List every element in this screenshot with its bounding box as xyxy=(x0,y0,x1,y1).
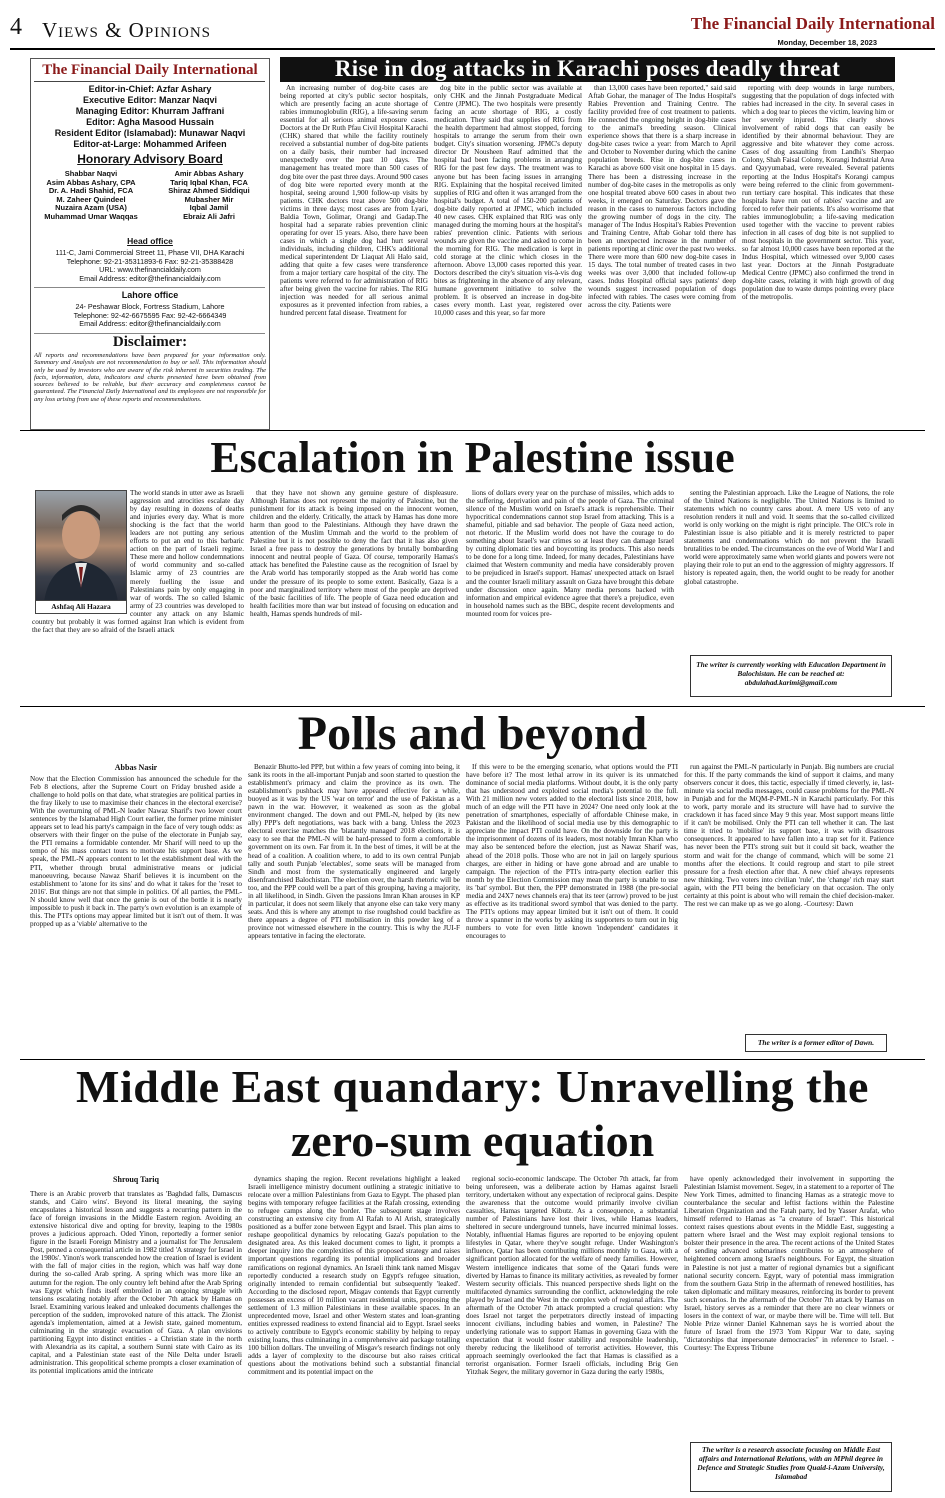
article4-note: The writer is a research associate focusing on Middle East affairs and International Relations, with an MPhil degree in Defence and Strategic Studies from Quaid-i-Azam University, Islamabad xyxy=(697,1445,885,1481)
article3-column xyxy=(248,763,460,1057)
masthead-staff xyxy=(30,84,270,150)
disclaimer-text: All reports and recommendations have been prepared for your information only. Summary and Analysis are not recommendation to buy or sell. This information should only be used by investors who are aware of the risk inherent in securities trading. The facts, information, data, indicators and charts presented have been obtained from sources believed to be reliable, but their accuracy and completeness cannot be guaranteed. The Financial Daily International and its employees are not responsible for any loss arising from use of these reports and recommendations. xyxy=(34,352,266,403)
author-caption: Ashfaq Ali Hazara xyxy=(36,600,126,613)
paragraph: run against the PML-N particularly in Punjab. Big numbers are crucial for this. If the party commands the kind of support it claims, and many observers concur it does, this tactic, especially if timed cleverly, ie, last-minute via social media messages, could cause problems for the PML-N in Punjab and for the MQM-P-PML-N in Karachi particularly. For this to work, party morale and its structure will have had to survive the crackdown it has faced since May 9 this year. Most support means little if it can't be mobilised. Only the PTI can tell whether it can. The last time it tried to 'mobilise' its support base, it was with disastrous consequences. It appeared to have fallen into a trap set for it. Patience has never been the PTI's strong suit but it could sit back, weather the storm and wait for the change of command, which will be some 21 months after the elections. It could regroup and start to pile street pressure for a fresh election after that. A new chief always represents new thinking. Two voters into civilian 'rule', the 'change' rich may start again, with the PTI being the beneficiary on that occasion. The only certainty at this point is about who will remain the chief decision-maker. The rest we can make up as we go along. -Courtesy: Dawn xyxy=(684,763,894,908)
staff-line: Editor-in-Chief: Azfar Ashary xyxy=(88,84,212,94)
staff-line: Managing Editor: Khurram Jaffrani xyxy=(75,106,225,116)
paragraph: lions of dollars every year on the purchase of missiles, which adds to the suffering, deprivation and pain of the people of Gaza. The criminal silence of the Muslim world on Israel's attack is reprehensible. Their hypocritical condemnations cannot stop Israel from attacking. This is a shameful, pitiable and sad behavior. The people of Gaza need action, not rhetoric. If the Muslim world does not have the courage to do something about Israel's war crimes so at least they can damage Israel by cutting diplomatic ties and boycotting its products. This also needs to be done for a long time. Indeed, for many decades, Palestinians have claimed that Western community and media have considerably proven to be prejudiced in Israel's support. Hamas' unexpected attack on Israel and the counter Israeli military assault on Gaza have brought this debate under discussion once again. Many media persons backed with information and empirical evidence agree that there's a prejudice, even in household names such as the BBC, despite recent developments and mounted room for voices pre- xyxy=(466,489,674,618)
paragraph: than 13,000 cases have been reported," said said Aftab Gohar, the manager of The Indus Hospital's Rabies Prevention and Training Centre. The facility provided free of cost treatment to patients. He connected the ongoing height in dog-bite cases to the animal's breeding season. Clinical experience shows that there is a sharp increase in dog-bite cases twice a year: from March to April and October to November during which the canine population breeds. Rise in dog-bite cases in Karachi as above 600 visit one hospital in 15 days. There has been a distressing increase in the number of dog-bite cases in the metropolis as only one hospital treated above 600 cases in about two weeks, it emerged on Saturday. Doctors gave the reason in the cases to numerous factors including the growing number of dogs in the city. The manager of The Indus Hospital's Rabies Prevention and Training Centre, Aftab Gohar told there has been an unexpected increase in the number of patients reporting at clinic over the past two weeks. There were more than 600 new dog-bite cases in 15 days. The total number of treated cases in two weeks was over 3,000 that included follow-up cases. Indus Hospital official says patients' deep wounds suggest increased population of dogs infected with rabies. The cases were coming from across the city. Patients were xyxy=(588,84,736,310)
lahore-office-address xyxy=(30,303,270,329)
paragraph: Now that the Election Commission has announced the schedule for the Feb 8 elections, after the Supreme Court on Friday brushed aside a challenge to hold polls on that date, what strategies are political parties in the fray likely to use to maximise their chances in the electoral exercise? With the overturning of PML-N leader Nawaz Sharif's two lower court sentences by the Islamabad High Court earlier, the former prime minister appears set to lead his party's campaign in the face of very tough odds: as observers with their finger on the pulse of the electorate in Punjab say, the PTI remains a formidable contender. Mr Sharif will need to up the tempo of his mass contact tours to motivate his support base. As we speak, the PML-N appears content to let the establishment deal with the PTI, whether through brutal administrative means or judicial manoeuvring, because Nawaz Sharif believes it is incumbent on the establishment to 'atone for its sins' and do what it takes for the 'reset to 2016'. But things are not that simple in politics. Of all parties, the PML-N should know well that once the genie is out of the bottle it is nearly impossible to push it back in. The party's own evolution is an example of this. The PTI's options may appear limited but it isn't out of them. It was propped up as a 'viable' alternative to the xyxy=(30,775,242,928)
staff-line: Editor-at-Large: Mohammed Arifeen xyxy=(73,139,227,149)
article4-column xyxy=(466,1175,678,1492)
advisory-left xyxy=(32,170,150,221)
article1-column xyxy=(434,84,582,428)
paragraph: have openly acknowledged their involvement in supporting the Palestinian Islamist movement. Segev, in a statement to a reporter of The New York Times, admitted to financing Hamas as a strategic move to counterbalance the secular and leftist factions within the Palestine Liberation Organization and the Fatah party, led by Yasser Arafat, who himself referred to Hamas as "a creature of Israel". This historical context raises questions about events in the Middle East, suggesting a pattern where Israel and the West may exploit regional tensions to bolster their presence in the area. The recent actions of the United States of sending advanced submarines contributes to an atmosphere of heightened concern among Israel's neighbours. For Egypt, the situation in Palestine is not just a matter of regional dynamics but a significant national security concern. Egypt, wary of potential mass immigration from the southern Gaza Strip in the aftermath of renewed hostilities, has taken diplomatic and military measures, reinforcing its border to prevent such scenarios. In the aftermath of the October 7th attack by Hamas on Israel, history serves as a reminder that there are no clear winners or losers in the context of war, or maybe there will be. Time will tell. But Noble Prize winner Daniel Kahneman says he is worried about the future of Israel from the 1973 Yom Kippur War to date, saying "dictatorships that impersonate democracies" in reference to Israel. -Courtesy: The Express Tribune xyxy=(684,1175,894,1352)
advisor-name: M. Zaheer Quindeel xyxy=(56,194,126,204)
article3-headline: Polls and beyond xyxy=(297,707,648,760)
article3-column xyxy=(30,775,242,1057)
address-line: 24- Peshawar Block, Fortress Stadium, Lahore xyxy=(75,302,225,311)
article4-column xyxy=(30,1190,242,1492)
article2-column xyxy=(250,489,458,703)
section-rule xyxy=(20,430,925,431)
paragraph: dog bite in the public sector was available at only CHK and the Jinnah Postgraduate Medical Centre (JPMC). The two hospitals were presently facing an acute shortage of RIG, a costly medication. They said that supplies of RIG from the health department had almost stopped, forcing hospitals to arrange the serum from their own budget. City's situation worsening. JPMC's deputy director Dr Nousheen Rauf admitted that the hospital had been facing problems in arranging RIG for the past few days. The treatment was to anyone but has been facing issues in arranging RIG. Explaining that the hospital received limited supplies of RIG and often it was arranged from the hospital's budget. A total of 150-200 patients of dog-bite daily reported at JPMC, which included 40 new cases. CHK explained that RIG was only managed during the morning hours at the hospital's rabies' prevention clinic. Patients with serious wounds are given the vaccine and asked to come in the morning for RIG. The medication is kept in cold storage at the clinic which closes in the afternoon. Above 13,000 cases reported this year. Doctors described the city's situation vis-à-vis dog bites as frightening in the absence of any relevant, humane government initiative to solve the problem. It is observed an increase in dog-bite cases every month. Last year, registered over 10,000 cases and this year, so far more xyxy=(434,84,582,318)
paragraph: Benazir Bhutto-led PPP, but within a few years of coming into being, it sank its roots in the all-important Punjab and soon started to question the establishment's primacy and claim the province as its own. The establishment's pushback may have appeared effective for a while, buoyed as it was by the US 'war on terror' and the use of Pakistan as a pawn in the war. However, it weakened as soon as the global environment changed. The down and out PML-N, helped by (its new ally) PPP's deft negotiations, was back with a bang. Unless the 2023 electoral exercise matches the 'blatantly managed' 2018 elections, it is easy to see that the PML-N will be hard-pressed to form a comfortable government on its own. Far from it. In the best of times, it will be at the head of a coalition. A coalition where, to add to its own central Punjab tally and south Punjab 'electables', some seats will be managed from Sindh and most from the systematically engineered and largely disenfranchised Balochistan. The election over, the harsh rhetoric will be too, and the PPP could well be a part of this grouping, having a majority, in all likelihood, in Sindh. Given the passions Imran Khan arouses in KP in particular, it does not seem likely that anyone else can take very many seats. And this is where any attempt to rise roughshod could backfire as there appears a degree of PTI mobilisation in this powder keg of a province not witnessed elsewhere in the country. This is why the JUI-F appears tentative in facing the electorate. xyxy=(248,763,460,940)
paragraph: reporting with deep wounds in large numbers, suggesting that the population of dogs infected with rabies had increased in the city. In several cases in which a dog tear to pieces the victim, leaving him or her severely injured. This clearly shows involvement of rabid dogs that can easily be identified by their abnormal behaviour. They are aggressive and bite whatever they come across. Cases of dog assaulting from Landhi's Sherpao Colony, Shah Faisal Colony, Korangi Industrial Area and Qayyumabad, were revealed. Several patients reporting at the Indus Hospital's Korangi campus were being referred to the clinic from government-run tertiary care hospital. This indicates that these hospitals have run out of rabies' vaccine and are forced to refer their patients. It's also worrisome that rabies immunoglobulin; a life-saving medication used together with the vaccine to prevent rabies infection in all cases of dog bite is not supplied to most hospitals in the government sector. This year, so far almost 10,000 cases have been reported at the Indus Hospital, which witnessed over 9,000 cases last year. Doctors at the Jinnah Postgraduate Medical Centre (JPMC) also confirmed the trend in dog-bite cases, relating it with high growth of dog population due to waste dumps pointing every place of the metropolis. xyxy=(742,84,894,302)
header-rule xyxy=(10,48,935,50)
address-line: Email Address: editor@thefinancialdaily.com xyxy=(79,319,221,328)
advisor-name: Nuzaira Azam (USA) xyxy=(55,203,127,212)
staff-line: Resident Editor (Islamabad): Munawar Naqvi xyxy=(54,128,246,138)
masthead-rule xyxy=(34,81,265,82)
section-title: Views & Opinions xyxy=(42,18,211,42)
staff-line: Executive Editor: Manzar Naqvi xyxy=(82,95,218,105)
advisor-name: Ebraiz Ali Jafri xyxy=(183,211,235,221)
advisor-name: Tariq Iqbal Khan, FCA xyxy=(170,177,248,187)
advisor-name: Dr. A. Hadi Shahid, FCA xyxy=(48,186,134,195)
article3-byline: Abbas Nasir xyxy=(114,763,158,772)
article1-column xyxy=(280,84,428,428)
advisor-name: Muhammad Umar Waqqas xyxy=(44,211,138,221)
article2-column xyxy=(466,489,674,703)
head-office-address xyxy=(30,249,270,283)
article3-column xyxy=(684,763,894,1029)
article2-column xyxy=(32,489,244,703)
article2-headline: Escalation in Palestine issue xyxy=(210,433,735,482)
advisor-name: Iqbal Jamil xyxy=(189,203,229,212)
paragraph: The world stands in utter awe as Israeli aggression and atrocities escalate day by day resulting in dozens of deaths and injuries every day. What is more shocking is the fact that the world leaders are not putting any serious efforts to put an end to this barbaric action on the part of Israeli regime. These mere and hollow condemnations of world community and so-called Islamic army of 23 countries are merely fuelling the issue and Palestinians pain by only engaging in war of words. The so called Islamic army of 23 countries was developed to counter any attack on any Islamic country but probably it was formed against Iran which is evident from the fact that they are so afraid of the Israeli attack xyxy=(32,489,244,634)
article2-column xyxy=(684,489,894,629)
article4-headline-line1: Middle East quandary: Unravelling the xyxy=(76,1061,869,1112)
advisor-name: Amir Abbas Ashary xyxy=(174,169,244,178)
address-line: Telephone: 92-21-35311893-6 Fax: 92-21-35388428 xyxy=(66,256,234,266)
article4-column xyxy=(684,1175,894,1437)
advisor-name: Shabbar Naqvi xyxy=(64,169,118,178)
advisor-name: Shiraz Ahmed Siddiqui xyxy=(168,186,250,195)
header-date: Monday, December 18, 2023 xyxy=(777,38,877,47)
article3-column xyxy=(466,763,678,1057)
page-number: 4 xyxy=(10,14,22,40)
article1-column xyxy=(588,84,736,428)
address-line: 111-C, Jami Commercial Street 11, Phase VII, DHA Karachi xyxy=(55,248,245,257)
paragraph: dynamics shaping the region. Recent revelations highlight a leaked Israeli intelligence ministry document outlining a strategic initiative to relocate over a million Palestinians from Gaza to Egypt. The phased plan begins with temporary refugee facilities at the Rafah crossing, extending to refugee camps along the border. The subsequent stage involves constructing an extensive city from Al Rafah to Al Arish, strategically positioned as a buffer zone between Egypt and Israel. This plan aims to reshape geopolitical dynamics by relocating Gaza's population to the designated area. As this leaked document comes to light, it prompts a deeper inquiry into the complexities of this proposed strategy and raises important questions regarding its potential implications and broader ramifications on regional dynamics. An Israeli think tank named Misgav reportedly conducted a research study on Egypt's refugee situation, originally intended to remain confidential but subsequently 'leaked'. According to the disclosed report, Misgav contends that Egypt currently possesses an excess of 10 million vacant residential units, proposing the settlement of 1.3 million Palestinians in these available spaces. In an unprecedented move, Israel and other Western states and loan-granting entities expressed readiness to extend financial aid to Egypt. Israel seeks to actively contribute to Egypt's economic stability by helping to repay existing loans, thus culminating in a comprehensive aid package totalling 100 billion dollars. The unveiling of Misgav's research findings not only adds a layer of complexity to the discourse but also raises critical questions about the motivations behind such a substantial financial commitment and its potential impact on the xyxy=(248,1175,460,1377)
staff-line: Editor: Agha Masood Hussain xyxy=(86,117,214,127)
masthead-title: The Financial Daily International xyxy=(42,62,258,78)
header-paper-name: The Financial Daily International xyxy=(690,14,935,33)
article1-column xyxy=(742,84,894,428)
masthead-divider xyxy=(34,287,265,288)
address-line: URL: www.thefinancialdaily.com xyxy=(99,265,201,274)
lahore-office-title: Lahore office xyxy=(121,290,179,300)
head-office-title: Head office xyxy=(127,236,173,246)
address-line: Telephone: 92-42-6675595 Fax: 92-42-6664349 xyxy=(73,310,227,320)
article2-note: The writer is currently working with Education Department in Balochistan. He can be reached at: abdulahad.karimi@gmail.com xyxy=(696,660,886,687)
article1-headline: Rise in dog attacks in Karachi poses deadly threat xyxy=(334,56,841,81)
advisor-name: Asim Abbas Ashary, CPA xyxy=(46,177,136,187)
paragraph: If this were to be the emerging scenario, what options would the PTI have before it? The most lethal arrow in its quiver is its unmatched dominance of social media platforms. Without doubt, it is the only party that has understood and exploited social media's potential to the full. With 21 million new voters added to the electoral lists since 2018, how much of an edge will the PTI have in 2024? One need only look at the penetration of smartphones, especially of affordable Chinese make, in Pakistan and the likelihood of social media use by this demographic to appreciate the impact PTI could have. On the downside for the party is the imprisonment of dozens of its leaders, most notably Imran Khan who may also be sentenced before the election, just as Nawaz Sharif was, ahead of the 2018 polls. Those who are not in jail on largely spurious charges, are either in hiding or have gone abroad and are unable to campaign. The rejection of the PTI's intra-party election earlier this month by the Election Commission may mean the party is unable to use its 'bat' symbol. But then, the PPP demonstrated in 1988 (the pre-social media and 24X7 news channels era) that its teer (arrow) proved to be just as effective as its traditional sword symbol that was denied to the party. The PTI's options may appear limited but it isn't out of them. It could throw a spanner in the works by asking its supporters to turn out in big numbers to vote for even little known 'independent' candidates it encourages to xyxy=(466,763,678,940)
article4-byline: Shrouq Tariq xyxy=(113,1175,159,1184)
article4-column xyxy=(248,1175,460,1492)
advisory-board-title: Honorary Advisory Board xyxy=(77,152,223,166)
advisor-name: Mubasher Mir xyxy=(184,194,234,204)
paragraph: An increasing number of dog-bite cases are being reported at city's public sector hospitals, which are presently facing an acute shortage of rabies immunoglobulin (RIG), a life-saving serum essential for all serious animal exposure cases. Doctors at the Dr Ruth Pfau Civil Hospital Karachi (CHK) shared that while the facility routinely received a substantial number of dog-bite patients on a daily basis, their number had increased unexpectedly over the past 10 days. The management has treated more than 500 cases of dog bite over the past three days. Around 900 cases of dog bite were reported every month at the hospital, seeing around 1,900 follow-up visits by patients. CHK doctors treat above 500 dog-bite victims in three days; most cases are from Lyari, Baldia Town, Golimar, Orangi and Gadap.The hospital had a separate rabies prevention clinic operating for over 15 years. Also, there have been cases in which a single dog had hurt several individuals, including children, CHK's additional medical superintendent Dr Liaquat Ali Halo said, adding that quite a few cases were transference from a major tertiary care hospital of the city. The patients were referred to for administration of RIG after being given the vaccine for rabies. The RIG injection was needed for all serious animal exposures as it prevented infection from rabies, a hundred percent fatal disease. Treatment for xyxy=(280,84,428,318)
article4-headline-line2: zero-sum equation xyxy=(290,1115,655,1166)
paragraph: senting the Palestinian approach. Like the League of Nations, the role of the United Nations is negligible. The United Nations is limited to statements which no country cares about. A mere US veto of any resolution renders it null and void. It seems that the so-called civilized world is only working on the might is right principle. The OIC's role in Palestinian issue is also pitiable and it is merely restricted to paper statements and condemnations which do not prevent the Israeli brutalities to be ended. The circumstances on the eve of World War I and world were approximately same when world giants and powers were not playing their role to put an end to the aggression of mighty aggressors. If history is repeated again, then, the world ought to be ready for another global catastrophe. xyxy=(684,489,894,586)
address-line: Email Address: editor@thefinancialdaily.com xyxy=(79,273,221,283)
article3-note: The writer is a former editor of Dawn. xyxy=(757,1038,875,1047)
advisory-right xyxy=(150,170,268,221)
paragraph: that they have not shown any genuine gesture of displeasure. Although Hamas does not represent the majority of Palestine, but the punishment for its attack is being imposed on the innocent women, children and the elderly. Critically, the attack by Hamas has done more harm than good to the Palestinians. Although they have drawn the attention of the Muslim Ummah and the world to the problem of Palestine but it is not possible to deny the fact that it has also given Israel a free pass to destroy the generations by brutally bombarding innocent and neutral people of Gaza. Of course, temporarily Hamas's attack has benefited the Palestine cause as the recognition of Israel by the Arab world has temporarily stopped as the Arab world has come under the pressure of its people to some extent. Basically, Gaza is a poor and marginalized territory where most of the people are deprived of the basic facilities of life. The people of Gaza need education and health facilities more than war but instead of focusing on education and health, Hamas spends hundreds of mil- xyxy=(250,489,458,618)
paragraph: There is an Arabic proverb that translates as 'Baghdad falls, Damascus stands, and Cairo wins'. Beyond its literal meaning, the saying encapsulates a historical lesson and suggests a recurring pattern in the face of foreign invasions in the Middle Eastern region. Avoiding an extensive historical dive and opting for brevity, leaping to the 1980s proves a judicious approach. Oded Yinon, reportedly a former senior figure in the Israeli Foreign Ministry and a journalist for The Jerusalem Post, penned a consequential article in 1982 titled 'A strategy for Israel in the 1980s'. Yinon's work transcended how the creation of Israel is evident with the fall of major cities in the region, which was half way done during the so-called Arab spring. A spring which was more like an autumn for the region. The only country left behind after the Arab Spring was Egypt which finds itself embroiled in an ongoing struggle with tensions escalating notably after the October 7th attack by Hamas on Israel. Examining various leaked and unleaked documents challenges the perception of the sudden, improvoked nature of this attack. The Zionist agenda's implementation, aimed at a Jewish state, gained momentum, culminating in the strategic evacuation of Gaza. A plan envisions partitioning Egypt into distinct entities - a Christian state in the north with Alexandria as its capital, a southern Sunni state with Cairo as its capital, and a Palestinian state east of the Nile Delta under Israeli administration. This geopolitical scheme prompts a closer examination of its potential implications amid the intricate xyxy=(30,1190,242,1376)
disclaimer-title: Disclaimer: xyxy=(112,334,188,350)
paragraph: regional socio-economic landscape. The October 7th attack, far from being unforeseen, was a deliberate action by Hamas against Israeli territory, undertaken without any expectation of reciprocal gains. Despite the awareness that the outcome would primarily involve civilian casualties, Hamas targeted Kibutz. As a consequence, a substantial number of Palestinians have lost their lives, while Hamas leaders, sheltered in secure underground tunnels, have incurred minimal losses. Notably, influential Hamas figures are reported to be enjoying opulent lifestyles in Qatar, where they've sought refuge. Under Washington's influence, Qatar has been contributing millions monthly to Gaza, with a significant portion allocated for the welfare of needy families. However, Western intelligence indicates that some of the Qatari funds were diverted by Hamas to finance its military activities, as revealed by former Western security officials. This nuanced perspective sheds light on the multifaceted dynamics surrounding the conflict, acknowledging the role played by Israel and the West in the complex web of regional affairs. The aftermath of the October 7th attack prompted a crucial question: why does Israel not target the perpetrators directly instead of impacting innocent civilians, including babies and women, in Palestine? The underlying rationale was to support Hamas in governing Gaza with the expectation that it would foster stability and responsible leadership, thereby reducing the likelihood of terrorist activities. However, this approach seemingly overlooked the fact that Hamas is classified as a terrorist organisation. Former Israeli officials, including Brig Gen Yitzhak Segev, the military governor in Gaza during the early 1980s, xyxy=(466,1175,678,1377)
